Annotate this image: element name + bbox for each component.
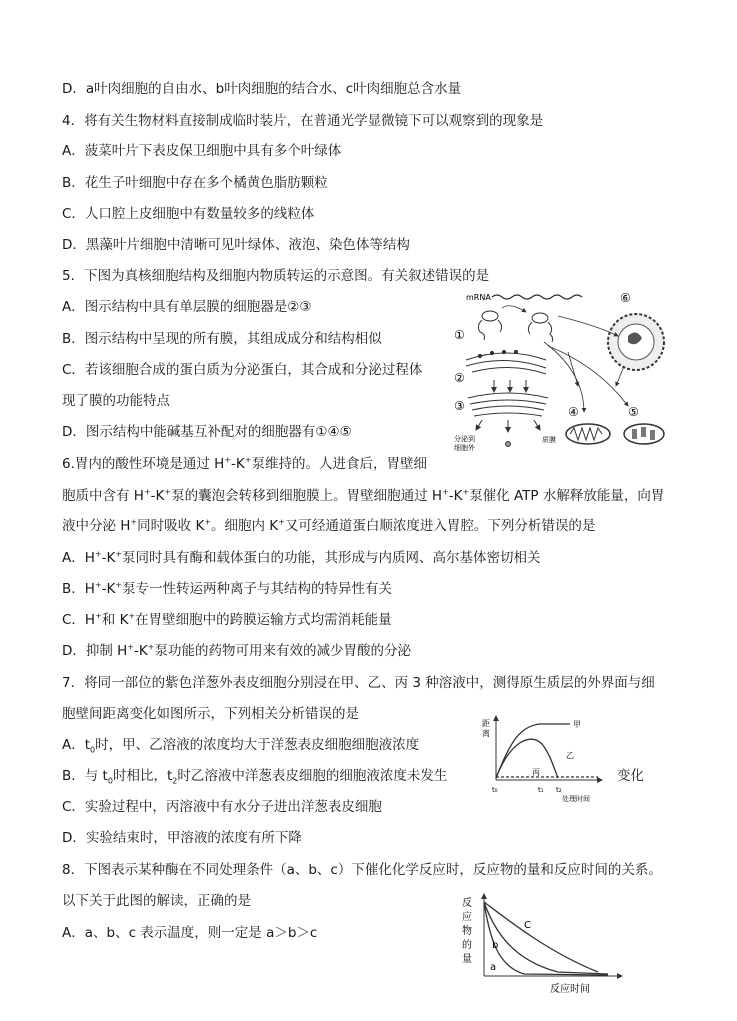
label-2: ②: [454, 371, 465, 385]
q7-option-a: A．$t_0$时，甲、乙溶液的浓度均大于洋葱表皮细胞细胞液浓度: [62, 737, 420, 755]
q6-option-b: B．H+-K+泵专一性转运两种离子与其结构的特异性有关: [62, 580, 393, 597]
label-bing: 丙: [532, 768, 540, 777]
q4-stem: 4．将有关生物材料直接制成临时装片，在普通光学显微镜下可以观察到的现象是: [62, 113, 544, 129]
label-6: ⑥: [620, 291, 631, 305]
y-label-1: 距: [482, 719, 490, 728]
mrna-label: mRNA: [466, 293, 491, 302]
curve-b: [484, 902, 608, 974]
label-yi: 乙: [566, 751, 574, 760]
y-label-char-4: 的: [462, 940, 472, 951]
tick-t1: t₁: [538, 786, 544, 794]
chloroplast: [624, 424, 664, 444]
curve-a: [484, 902, 608, 975]
y-label-2: 离: [482, 729, 490, 738]
label-b: b: [492, 940, 499, 951]
y-label-char-5: 量: [462, 954, 472, 965]
ribosome-left: [478, 311, 501, 340]
q5-option-d: D．图示结构中能碱基互补配对的细胞器有①④⑤: [62, 424, 352, 440]
label-3: ③: [454, 399, 465, 413]
q5-option-b: B．图示结构中呈现的所有膜，其组成成分和结构相似: [62, 331, 382, 347]
q7-option-d: D．实验结束时，甲溶液的浓度有所下降: [62, 830, 302, 846]
q6-line2: 胞质中含有 H+-K+泵的囊泡会转移到细胞膜上。胃壁细胞通过 H+-K+泵催化 ATP 水解释放能量，向胃: [62, 487, 665, 504]
label-4: ④: [568, 405, 579, 419]
q6-option-d: D．抑制 H+-K+泵功能的药物可用来有效的减少胃酸的分泌: [62, 642, 411, 659]
curve-c: [484, 902, 598, 972]
q6-line3: 液中分泌 H+同时吸收 K+。细胞内 K+又可经通道蛋白顺浓度进入胃腔。下列分析错误的是: [62, 517, 596, 534]
reactant-time-graph: [458, 890, 628, 1018]
q7-option-b-tail: 变化: [617, 768, 644, 784]
mrna-strand: [492, 295, 582, 299]
q7-option-b: B．与 $t_0$时相比，$t_2$时乙溶液中洋葱表皮细胞的细胞液浓度未发生: [62, 768, 448, 786]
q6-option-a: A．H+-K+泵同时具有酶和载体蛋白的功能，其形成与内质网、高尔基体密切相关: [62, 549, 541, 566]
q8-option-a: A．a、b、c 表示温度，则一定是 a＞b＞c: [62, 925, 318, 941]
y-label-char-1: 反: [462, 898, 472, 909]
q5-option-c-line1: C．若该细胞合成的蛋白质为分泌蛋白，其合成和分泌过程体: [62, 362, 423, 378]
curve-yi: [496, 739, 558, 778]
x-label: 处理时间: [562, 795, 590, 803]
y-label-char-2: 应: [462, 912, 472, 923]
q6-option-c: C．H+和 K+在胃壁细胞中的跨膜运输方式均需消耗能量: [62, 611, 392, 628]
q4-option-a: A．菠菜叶片下表皮保卫细胞中具有多个叶绿体: [62, 143, 342, 159]
tick-t0: t₀: [492, 786, 498, 794]
tick-t2: t₂: [556, 786, 562, 794]
q5-stem: 5．下图为真核细胞结构及细胞内物质转运的示意图。有关叙述错误的是: [62, 268, 490, 284]
distance-time-graph: [480, 712, 610, 804]
secrete-label-2: 细胞外: [454, 444, 475, 452]
q7-line2: 胞壁间距离变化如图所示，下列相关分析错误的是: [62, 706, 359, 722]
q3-option-d: D．a叶肉细胞的自由水、b叶肉细胞的结合水、c叶肉细胞总含水量: [62, 81, 462, 97]
nucleus: [608, 314, 664, 370]
q6-line1: 6.胃内的酸性环境是通过 H+-K+泵维持的。人进食后，胃壁细: [62, 455, 427, 472]
q5-option-c-line2: 现了膜的功能特点: [62, 393, 170, 409]
q4-option-c: C．人口腔上皮细胞中有数量较多的线粒体: [62, 206, 315, 222]
golgi-apparatus: [468, 380, 548, 447]
q4-option-b: B．花生子叶细胞中存在多个橘黄色脂肪颗粒: [62, 175, 328, 191]
x-label: 反应时间: [550, 984, 590, 995]
mitochondrion: [566, 424, 610, 444]
q8-line1: 8．下图表示某种酶在不同处理条件（a、b、c）下催化化学反应时，反应物的量和反应时间的关系。: [62, 862, 662, 878]
label-1: ①: [454, 328, 465, 342]
q5-option-a: A．图示结构中具有单层膜的细胞器是②③: [62, 299, 312, 315]
q4-option-d: D．黑藻叶片细胞中清晰可见叶绿体、液泡、染色体等结构: [62, 237, 410, 253]
q7-line1: 7．将同一部位的紫色洋葱外表皮细胞分别浸在甲、乙、丙 3 种溶液中，测得原生质层的外界面与细: [62, 675, 655, 691]
secrete-label-1: 分泌到: [454, 435, 475, 443]
y-label-char-3: 物: [462, 926, 472, 937]
label-a: a: [490, 962, 497, 973]
q8-line2: 以下关于此图的解读，正确的是: [62, 893, 251, 909]
label-jia: 甲: [573, 720, 581, 729]
cell-structure-diagram: [448, 286, 668, 466]
membrane-label: 质膜: [542, 436, 556, 444]
endoplasmic-reticulum: [466, 350, 546, 374]
label-5: ⑤: [628, 405, 639, 419]
q7-option-c: C．实验过程中，丙溶液中有水分子进出洋葱表皮细胞: [62, 799, 382, 815]
label-c: C: [524, 920, 531, 931]
ribosome-right: [528, 313, 552, 342]
